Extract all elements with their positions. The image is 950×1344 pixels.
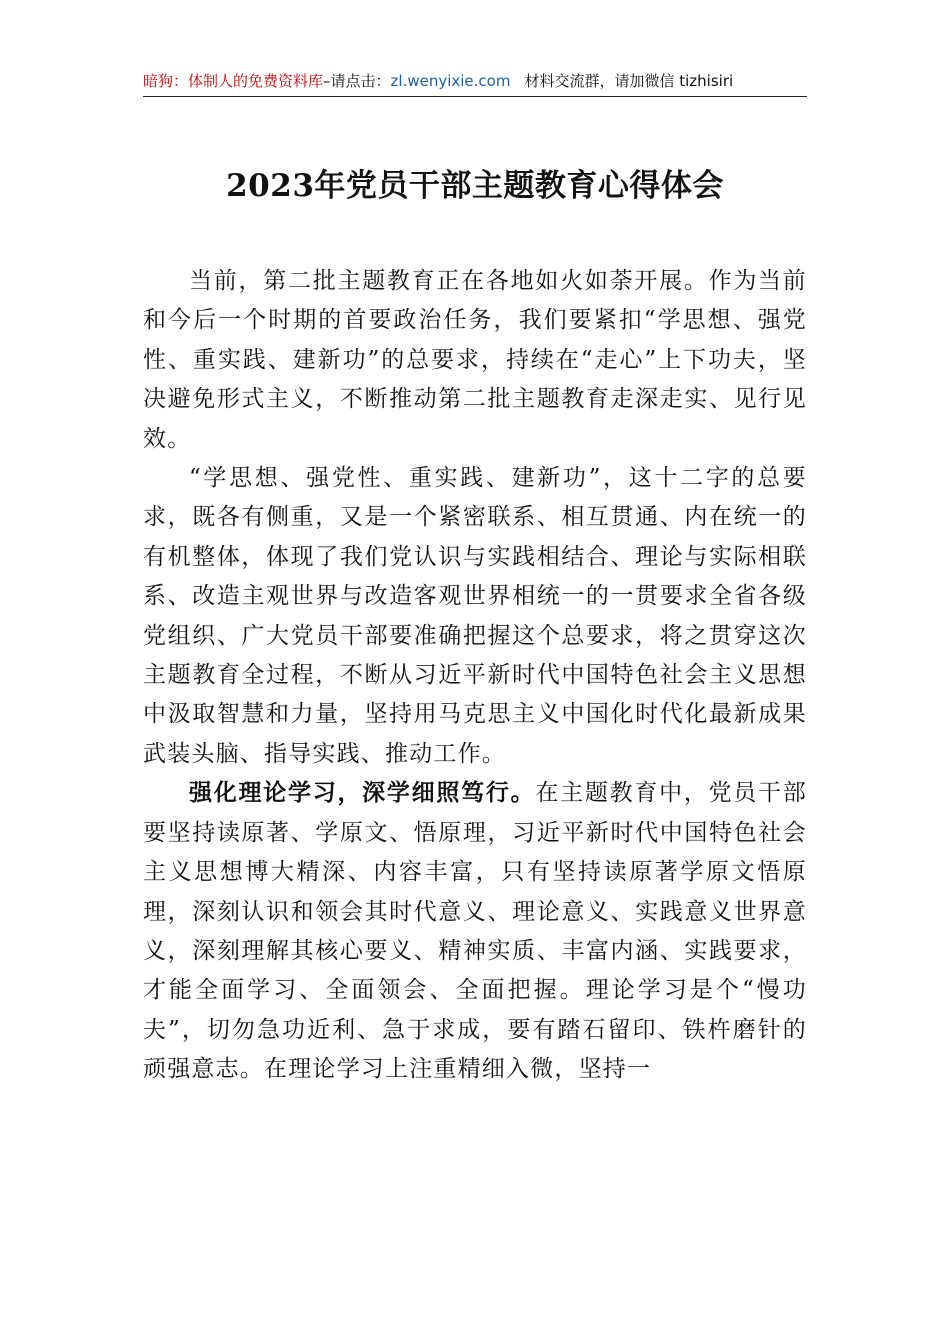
paragraph-2	[143, 459, 807, 774]
paragraph-3-lead: 强化理论学习，深学细照笃行。	[189, 780, 536, 807]
document-header	[143, 66, 807, 97]
header-contact: 材料交流群，请加微信 tizhisiri	[524, 72, 734, 90]
header-brand: 暗狗：体制人的免费资料库	[143, 72, 324, 90]
paragraph-3-text: 在主题教育中，党员干部要坚持读原著、学原文、悟原理，习近平新时代中国特色社会主义思想博大精深、内容丰富，只有坚持读原著学原文悟原理，深刻认识和领会其时代意义、理论意义、实践意义世界意义，深刻理解其核心要义、精神实质、丰富内涵、实践要求，才能全面学习、全面领会、全面把握。理论学习是个“慢功夫”，切勿急功近利、急于求成，要有踏石留印、铁杵磨针的顽强意志。在理论学习上注重精细入微，坚持一	[143, 780, 807, 1083]
paragraph-1-text: 当前，第二批主题教育正在各地如火如荼开展。作为当前和今后一个时期的首要政治任务，我们要紧扣“学思想、强党性、重实践、建新功”的总要求，持续在“走心”上下功夫，坚决避免形式主义，不断推动第二批主题教育走深走实、见行见效。	[143, 268, 807, 452]
header-link[interactable]: zl.wenyixie.com	[390, 72, 511, 90]
paragraph-1	[143, 262, 807, 459]
paragraph-3	[143, 774, 807, 1089]
header-prompt: –请点击：	[323, 72, 391, 90]
document-body	[143, 262, 807, 1090]
document-title: 2023年党员干部主题教育心得体会	[226, 168, 724, 204]
paragraph-2-text: “学思想、强党性、重实践、建新功”，这十二字的总要求，既各有侧重，又是一个紧密联系、相互贯通、内在统一的有机整体，体现了我们党认识与实践相结合、理论与实际相联系、改造主观世界与改造客观世界相统一的一贯要求全省各级党组织、广大党员干部要准确把握这个总要求，将之贯穿这次主题教育全过程，不断从习近平新时代中国特色社会主义思想中汲取智慧和力量，坚持用马克思主义中国化时代化最新成果武装头脑、指导实践、推动工作。	[143, 465, 807, 767]
